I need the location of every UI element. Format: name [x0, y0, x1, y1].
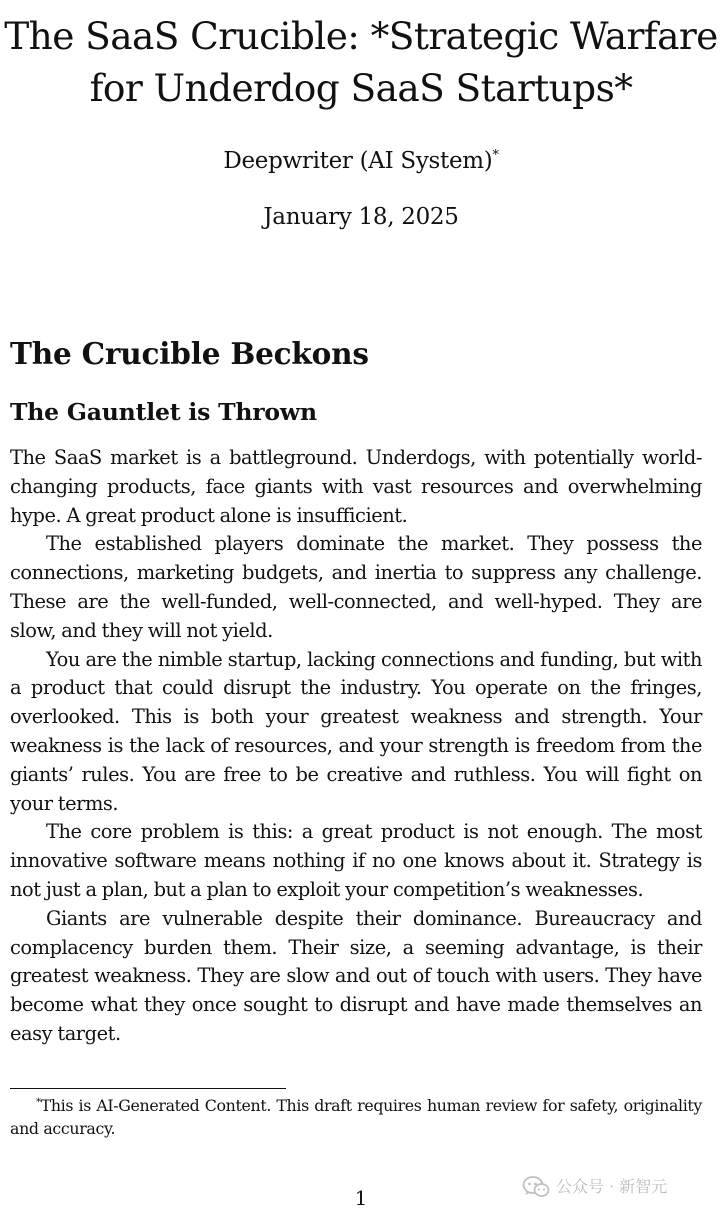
paragraph-5: Giants are vulnerable despite their dominance. Bureaucracy and complacency burden them. Their size, a seeming advantage, is their greatest weakness. They are slow and out of touch with users. They have become what they once sought to disrupt and have made themselves an easy target.: [10, 906, 702, 1045]
title-line-2: for Underdog SaaS Startups*: [89, 66, 633, 110]
page-number: 1: [354, 1186, 368, 1210]
footnote-divider: [10, 1088, 286, 1089]
author-line: [0, 145, 722, 177]
publication-date: January 18, 2025: [263, 204, 459, 230]
author-footnote-mark: *: [492, 148, 499, 163]
watermark: [522, 1174, 667, 1200]
author-name: Deepwriter (AI System): [223, 148, 493, 174]
paper-title: [0, 10, 722, 114]
watermark-text: 公众号 · 新智元: [556, 1177, 668, 1196]
section-heading: The Crucible Beckons: [10, 336, 369, 371]
body-text: [10, 444, 702, 1049]
footnote-mark: *: [36, 1097, 41, 1108]
paragraph-4: The core problem is this: a great product is not enough. The most innovative software means nothing if no one knows about it. Strategy is not just a plan, but a plan to exploit your competition’s weaknesses.: [10, 820, 702, 901]
title-line-1: The SaaS Crucible: *Strategic Warfare: [4, 14, 718, 58]
paragraph-3: You are the nimble startup, lacking connections and funding, but with a product that could disrupt the industry. You operate on the fringes, overlooked. This is both your greatest weakness and strength. Your weakness is the lack of resources, and your strength is freedom from the giants’ rules. You are free to be creative and ruthless. You will fight on your terms.: [10, 647, 702, 815]
footnote-text: This is AI-Generated Content. This draft requires human review for safety, originality and accuracy.: [10, 1096, 702, 1138]
paragraph-2: The established players dominate the market. They possess the connections, marketing budgets, and inertia to suppress any challenge. These are the well-funded, well-connected, and well-hyped. They are slow, and they will not yield.: [10, 532, 702, 642]
wechat-icon: [522, 1175, 550, 1199]
subsection-heading: The Gauntlet is Thrown: [10, 398, 317, 426]
footnote: [10, 1094, 702, 1140]
paragraph-1: The SaaS market is a battleground. Underdogs, with potentially world-changing products, face giants with vast resources and overwhelming hype. A great product alone is insufficient.: [10, 446, 702, 527]
